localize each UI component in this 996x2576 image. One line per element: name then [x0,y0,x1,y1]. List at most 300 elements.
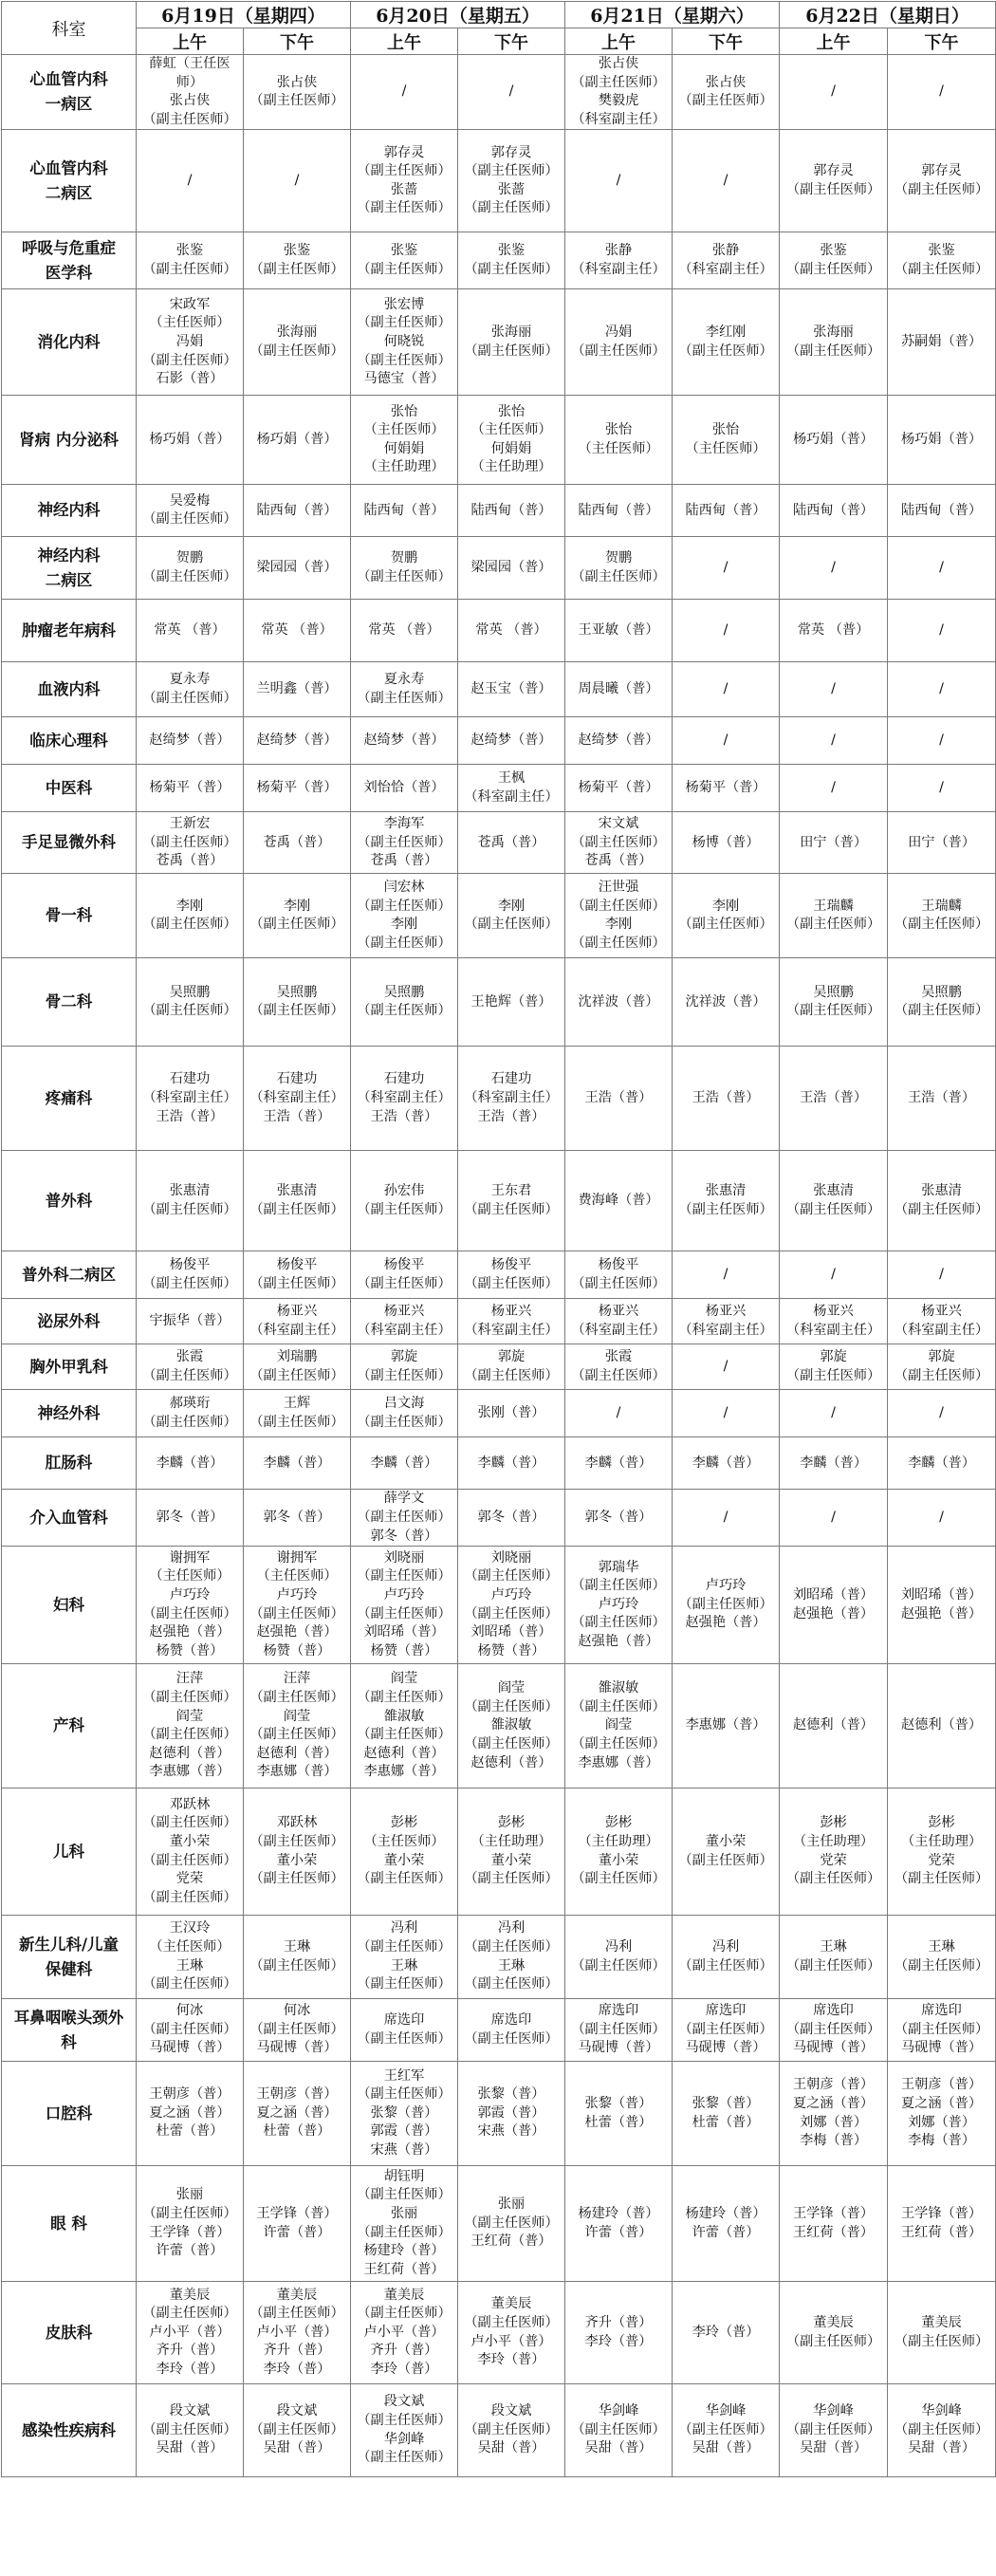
schedule-cell: 王学锋（普） 许蕾（普） [244,2166,351,2282]
schedule-cell: 董美辰 （副主任医师） [780,2282,888,2384]
schedule-cell: 赵德利（普） [780,1664,888,1788]
schedule-cell: 兰明鑫（普） [244,662,351,717]
schedule-cell: 席选印 （副主任医师） 马砚博（普） [780,1999,888,2062]
schedule-cell: 胡钰明 （副主任医师） 张丽 （副主任医师） 杨建玲（普） 王红荷（普） [351,2166,458,2282]
schedule-cell: 夏永寿 （副主任医师） [351,662,458,717]
schedule-cell: / [780,717,888,765]
schedule-cell: 郭冬（普） [137,1490,244,1547]
schedule-cell: 郭旋 （副主任医师） [780,1344,888,1390]
schedule-cell: 董美辰 （副主任医师） 卢小平（普） 齐升（普） 李玲（普） [244,2282,351,2384]
department-name: 普外科二病区 [2,1251,137,1299]
schedule-cell: 闫宏林 （副主任医师） 李刚 （副主任医师） [351,874,458,958]
schedule-row [2,1664,996,1788]
schedule-cell: 席选印 （副主任医师） 马砚博（普） [888,1999,996,2062]
schedule-cell: 王汉玲 （主任医师） 王琳 （副主任医师） [137,1916,244,1999]
department-name: 耳鼻咽喉头颈外 科 [2,1999,137,2062]
schedule-cell: 王朝彦（普） 夏之涵（普） 杜蕾（普） [244,2062,351,2166]
schedule-cell: 汪世强 （副主任医师） 李刚 （副主任医师） [565,874,673,958]
department-name: 眼 科 [2,2166,137,2282]
am-header: 上午 [351,28,458,55]
schedule-cell: 刘怡恰（普） [351,765,458,812]
department-name: 疼痛科 [2,1047,137,1151]
schedule-cell: / [673,1390,780,1437]
schedule-cell: 华剑峰 （副主任医师） 吴甜（普） [780,2384,888,2477]
schedule-row [2,1788,996,1916]
schedule-cell: / [565,130,673,232]
schedule-cell: 彭彬 （主任助理） 董小荣 （副主任医师） [565,1788,673,1916]
schedule-cell: 李刚 （副主任医师） [673,874,780,958]
schedule-cell: 贺鹏 （副主任医师） [565,537,673,600]
schedule-cell: 杨俊平 （副主任医师） [565,1251,673,1299]
schedule-cell: / [888,1390,996,1437]
schedule-cell: 董小荣 （副主任医师） [673,1788,780,1916]
schedule-cell: 张惠清 （副主任医师） [244,1151,351,1251]
schedule-cell: 李刚 （副主任医师） [458,874,565,958]
schedule-cell: 张怡 （主任医师） 何娟娟 （主任助理） [458,396,565,485]
schedule-row [2,1151,996,1251]
schedule-cell: 吴照鹏 （副主任医师） [351,958,458,1047]
schedule-cell: 冯利 （副主任医师） [565,1916,673,1999]
schedule-cell: 彭彬 （主任助理） 党荣 （副主任医师） [780,1788,888,1916]
schedule-row [2,537,996,600]
schedule-cell: 杨亚兴 （科室副主任） [673,1299,780,1344]
schedule-cell: / [673,537,780,600]
schedule-cell: 夏永寿 （副主任医师） [137,662,244,717]
schedule-row [2,1999,996,2062]
schedule-cell: 郭存灵 （副主任医师） 张蔷 （副主任医师） [351,130,458,232]
schedule-cell: 段文斌 （副主任医师） 华剑峰 （副主任医师） [351,2384,458,2477]
schedule-cell: 张怡 （主任医师） 何娟娟 （主任助理） [351,396,458,485]
schedule-cell: / [565,1390,673,1437]
schedule-cell: 王枫 （科室副主任） [458,765,565,812]
schedule-cell: / [673,1344,780,1390]
schedule-cell: 何冰 （副主任医师） 马砚博（普） [244,1999,351,2062]
department-name: 肿瘤老年病科 [2,600,137,662]
department-name: 骨二科 [2,958,137,1047]
schedule-cell: 李麟（普） [888,1437,996,1490]
schedule-cell: 汪萍 （副主任医师） 阎莹 （副主任医师） 赵德利（普） 李惠娜（普） [244,1664,351,1788]
schedule-cell: / [673,717,780,765]
department-name: 新生儿科/儿童 保健科 [2,1916,137,1999]
department-name: 皮肤科 [2,2282,137,2384]
schedule-cell: 席选印 （副主任医师） [351,1999,458,2062]
schedule-cell: 贺鹏 （副主任医师） [137,537,244,600]
day-header: 6月21日（星期六） [565,2,780,28]
am-header: 上午 [137,28,244,55]
schedule-cell: 陆西甸（普） [888,485,996,537]
schedule-cell: 杨菊平（普） [244,765,351,812]
schedule-row [2,289,996,396]
schedule-cell: 郭冬（普） [565,1490,673,1547]
schedule-cell: 宇振华（普） [137,1299,244,1344]
header-row-halves [2,28,996,55]
schedule-cell: 常英 （普） [458,600,565,662]
schedule-cell: 席选印 （副主任医师） 马砚博（普） [565,1999,673,2062]
schedule-cell: 王东君 （副主任医师） [458,1151,565,1251]
schedule-cell: 王朝彦（普） 夏之涵（普） 刘娜（普） 李梅（普） [888,2062,996,2166]
schedule-cell: 张丽 （副主任医师） 王红荷（普） [458,2166,565,2282]
schedule-body [2,55,996,2477]
schedule-cell: 李麟（普） [673,1437,780,1490]
schedule-cell: / [888,765,996,812]
schedule-cell: 彭彬 （主任助理） 党荣 （副主任医师） [888,1788,996,1916]
schedule-cell: 王亚敏（普） [565,600,673,662]
schedule-cell: 杨亚兴 （科室副主任） [458,1299,565,1344]
schedule-cell: 周晨曦（普） [565,662,673,717]
department-name: 肾病 内分泌科 [2,396,137,485]
schedule-cell: 刘晓丽 （副主任医师） 卢巧玲 （副主任医师） 刘昭琋（普） 杨赞（普） [458,1547,565,1664]
department-name: 口腔科 [2,2062,137,2166]
schedule-cell: 田宁（普） [780,812,888,874]
schedule-cell: 雒淑敏 （副主任医师） 阎莹 （副主任医师） 李惠娜（普） [565,1664,673,1788]
schedule-cell: 张怡 （主任医师） [565,396,673,485]
schedule-cell: / [673,130,780,232]
schedule-cell: 董美辰 （副主任医师） 卢小平（普） 齐升（普） 李玲（普） [351,2282,458,2384]
schedule-cell: 杨亚兴 （科室副主任） [244,1299,351,1344]
schedule-cell: 董美辰 （副主任医师） 卢小平（普） 齐升（普） 李玲（普） [137,2282,244,2384]
schedule-cell: 张宏博 （副主任医师） 何晓锐 （副主任医师） 马德宝（普） [351,289,458,396]
schedule-cell: 张鉴 （副主任医师） [244,232,351,289]
schedule-cell: 杨巧娟（普） [137,396,244,485]
schedule-row [2,958,996,1047]
schedule-cell: 李玲（普） [673,2282,780,2384]
schedule-cell: 张鉴 （副主任医师） [351,232,458,289]
schedule-row [2,717,996,765]
schedule-cell: 郭旋 （副主任医师） [351,1344,458,1390]
schedule-cell: 冯利 （副主任医师） 王琳 （副主任医师） [351,1916,458,1999]
schedule-cell: 杨博（普） [673,812,780,874]
schedule-cell: 王浩（普） [565,1047,673,1151]
schedule-row [2,1299,996,1344]
schedule-row [2,1547,996,1664]
schedule-cell: 李刚 （副主任医师） [137,874,244,958]
schedule-cell: 邓跃林 （副主任医师） 董小荣 （副主任医师） [244,1788,351,1916]
schedule-cell: 赵绮梦（普） [458,717,565,765]
schedule-cell: 冯利 （副主任医师） [673,1916,780,1999]
schedule-cell: 杨巧娟（普） [888,396,996,485]
am-header: 上午 [780,28,888,55]
schedule-cell: 阎莹 （副主任医师） 雒淑敏 （副主任医师） 赵德利（普） [458,1664,565,1788]
schedule-cell: / [888,55,996,130]
schedule-cell: 吴爱梅 （副主任医师） [137,485,244,537]
schedule-cell: / [780,1490,888,1547]
schedule-cell: 郭旋 （副主任医师） [888,1344,996,1390]
department-name: 儿科 [2,1788,137,1916]
schedule-cell: 杨菊平（普） [673,765,780,812]
schedule-cell: 张静 （科室副主任） [565,232,673,289]
schedule-cell: 张黎（普） 郭霞（普） 宋燕（普） [458,2062,565,2166]
schedule-cell: 杨菊平（普） [565,765,673,812]
schedule-cell: 常英 （普） [244,600,351,662]
schedule-cell: / [780,1390,888,1437]
schedule-cell: 赵绮梦（普） [565,717,673,765]
schedule-cell: 冯利 （副主任医师） 王琳 （副主任医师） [458,1916,565,1999]
schedule-cell: 赵德利（普） [888,1664,996,1788]
schedule-row [2,600,996,662]
schedule-cell: 杨俊平 （副主任医师） [351,1251,458,1299]
schedule-cell: 吴照鹏 （副主任医师） [244,958,351,1047]
schedule-cell: 苏嗣娟（普） [888,289,996,396]
day-header: 6月19日（星期四） [137,2,351,28]
schedule-cell: 杨亚兴 （科室副主任） [351,1299,458,1344]
schedule-cell: 李麟（普） [780,1437,888,1490]
schedule-cell: 杨巧娟（普） [780,396,888,485]
department-name: 心血管内科 一病区 [2,55,137,130]
schedule-row [2,130,996,232]
schedule-cell: 阎莹 （副主任医师） 雒淑敏 （副主任医师） 赵德利（普） 李惠娜（普） [351,1664,458,1788]
schedule-cell: 郭存灵 （副主任医师） 张蔷 （副主任医师） [458,130,565,232]
schedule-cell: 梁园园（普） [244,537,351,600]
schedule-cell: 石建功 （科室副主任） 王浩（普） [244,1047,351,1151]
department-name: 泌尿外科 [2,1299,137,1344]
schedule-cell: / [780,1251,888,1299]
pm-header: 下午 [458,28,565,55]
schedule-cell: 陆西甸（普） [351,485,458,537]
schedule-cell: 吴照鹏 （副主任医师） [780,958,888,1047]
schedule-cell: 王瑞麟 （副主任医师） [780,874,888,958]
schedule-cell: 张鉴 （副主任医师） [780,232,888,289]
schedule-cell: 董美辰 （副主任医师） 卢小平（普） 李玲（普） [458,2282,565,2384]
pm-header: 下午 [888,28,996,55]
schedule-cell: 张惠清 （副主任医师） [780,1151,888,1251]
schedule-cell: 杨俊平 （副主任医师） [458,1251,565,1299]
schedule-cell: 吕文海 （副主任医师） [351,1390,458,1437]
schedule-cell: / [780,537,888,600]
schedule-cell: 彭彬 （主任医师） 董小荣 （副主任医师） [351,1788,458,1916]
schedule-cell: 王瑞麟 （副主任医师） [888,874,996,958]
schedule-cell: 张惠清 （副主任医师） [673,1151,780,1251]
schedule-cell: 张鉴 （副主任医师） [888,232,996,289]
schedule-cell: 常英 （普） [137,600,244,662]
schedule-cell: 杨俊平 （副主任医师） [244,1251,351,1299]
schedule-cell: 王浩（普） [888,1047,996,1151]
department-name: 中医科 [2,765,137,812]
schedule-cell: 席选印 （副主任医师） [458,1999,565,2062]
schedule-cell: / [673,1251,780,1299]
schedule-cell: 王学锋（普） 王红荷（普） [888,2166,996,2282]
schedule-row [2,1390,996,1437]
schedule-cell: 李麟（普） [137,1437,244,1490]
schedule-cell: 郭冬（普） [244,1490,351,1547]
schedule-cell: / [673,600,780,662]
schedule-cell: 王艳辉（普） [458,958,565,1047]
schedule-cell: 吴照鹏 （副主任医师） [888,958,996,1047]
schedule-cell: 郭存灵 （副主任医师） [780,130,888,232]
schedule-cell: / [780,765,888,812]
schedule-cell: 王朝彦（普） 夏之涵（普） 杜蕾（普） [137,2062,244,2166]
schedule-cell: 王琳 （副主任医师） [780,1916,888,1999]
schedule-cell: / [888,717,996,765]
schedule-cell: 李刚 （副主任医师） [244,874,351,958]
schedule-cell: 苍禹（普） [244,812,351,874]
schedule-cell: 杨菊平（普） [137,765,244,812]
schedule-cell: / [137,130,244,232]
department-name: 血液内科 [2,662,137,717]
schedule-cell: 李惠娜（普） [673,1664,780,1788]
schedule-cell: 赵玉宝（普） [458,662,565,717]
schedule-cell: 王新宏 （副主任医师） 苍禹（普） [137,812,244,874]
schedule-cell: 李麟（普） [351,1437,458,1490]
schedule-cell: 李海军 （副主任医师） 苍禹（普） [351,812,458,874]
schedule-cell: 华剑峰 （副主任医师） 吴甜（普） [673,2384,780,2477]
schedule-cell: 郭旋 （副主任医师） [458,1344,565,1390]
schedule-cell: 王辉 （副主任医师） [244,1390,351,1437]
schedule-row [2,2384,996,2477]
schedule-cell: 段文斌 （副主任医师） 吴甜（普） [137,2384,244,2477]
schedule-cell: 刘瑞鹏 （副主任医师） [244,1344,351,1390]
schedule-cell: / [888,1251,996,1299]
schedule-row [2,1251,996,1299]
schedule-cell: / [888,600,996,662]
schedule-cell: 梁园园（普） [458,537,565,600]
schedule-cell: 苍禹（普） [458,812,565,874]
schedule-cell: / [780,55,888,130]
schedule-cell: 张丽 （副主任医师） 王学锋（普） 许蕾（普） [137,2166,244,2282]
schedule-cell: / [673,662,780,717]
schedule-cell: 王朝彦（普） 夏之涵（普） 刘娜（普） 李梅（普） [780,2062,888,2166]
schedule-cell: 杨亚兴 （科室副主任） [565,1299,673,1344]
schedule-cell: 李麟（普） [565,1437,673,1490]
schedule-cell: 华剑峰 （副主任医师） 吴甜（普） [888,2384,996,2477]
pm-header: 下午 [244,28,351,55]
schedule-cell: 席选印 （副主任医师） 马砚博（普） [673,1999,780,2062]
day-header: 6月22日（星期日） [780,2,996,28]
schedule-cell: 薛学文 （副主任医师） 郭冬（普） [351,1490,458,1547]
schedule-cell: 陆西甸（普） [673,485,780,537]
schedule-cell: 陆西甸（普） [458,485,565,537]
schedule-cell: 华剑峰 （副主任医师） 吴甜（普） [565,2384,673,2477]
schedule-cell: 陆西甸（普） [565,485,673,537]
schedule-cell: 杨建玲（普） 许蕾（普） [565,2166,673,2282]
schedule-cell: 杨巧娟（普） [244,396,351,485]
department-name: 感染性疾病科 [2,2384,137,2477]
schedule-row [2,232,996,289]
schedule-cell: 齐升（普） 李玲（普） [565,2282,673,2384]
department-name: 神经内科 [2,485,137,537]
schedule-cell: 赵绮梦（普） [244,717,351,765]
schedule-cell: 郭瑞华 （副主任医师） 卢巧玲 （副主任医师） 赵强艳（普） [565,1547,673,1664]
schedule-cell: 薛虹（王任医师） 张占侠 （副主任医师） [137,55,244,130]
schedule-cell: 王红军 （副主任医师） 张黎（普） 郭霞（普） 宋燕（普） [351,2062,458,2166]
schedule-cell: 赵绮梦（普） [351,717,458,765]
schedule-row [2,1047,996,1151]
schedule-cell: 冯娟 （副主任医师） [565,289,673,396]
schedule-cell: / [888,662,996,717]
schedule-cell: 宋文斌 （副主任医师） 苍禹（普） [565,812,673,874]
schedule-cell: 张黎（普） 杜蕾（普） [673,2062,780,2166]
schedule-cell: 李麟（普） [458,1437,565,1490]
schedule-cell: 李麟（普） [244,1437,351,1490]
schedule-cell: 赵绮梦（普） [137,717,244,765]
schedule-cell: 陆西甸（普） [780,485,888,537]
schedule-row [2,662,996,717]
schedule-cell: 董美辰 （副主任医师） [888,2282,996,2384]
department-name: 普外科 [2,1151,137,1251]
schedule-cell: 汪萍 （副主任医师） 阎莹 （副主任医师） 赵德利（普） 李惠娜（普） [137,1664,244,1788]
schedule-cell: 王浩（普） [780,1047,888,1151]
schedule-cell: / [888,1490,996,1547]
schedule-cell: 张怡 （主任医师） [673,396,780,485]
schedule-cell: 沈祥波（普） [565,958,673,1047]
day-header: 6月20日（星期五） [351,2,565,28]
department-name: 妇科 [2,1547,137,1664]
schedule-cell: 张霞 （副主任医师） [137,1344,244,1390]
schedule-row [2,1344,996,1390]
schedule-row [2,812,996,874]
schedule-cell: 邓跃林 （副主任医师） 董小荣 （副主任医师） 党荣 （副主任医师） [137,1788,244,1916]
schedule-cell: 张海丽 （副主任医师） [244,289,351,396]
schedule-cell: 刘晓丽 （副主任医师） 卢巧玲 （副主任医师） 刘昭琋（普） 杨赞（普） [351,1547,458,1664]
schedule-cell: 谢拥军 （主任医师） 卢巧玲 （副主任医师） 赵强艳（普） 杨赞（普） [137,1547,244,1664]
schedule-row [2,2282,996,2384]
schedule-cell: 常英 （普） [780,600,888,662]
schedule-cell: 张惠清 （副主任医师） [888,1151,996,1251]
department-name: 呼吸与危重症 医学科 [2,232,137,289]
schedule-cell: 张霞 （副主任医师） [565,1344,673,1390]
schedule-row [2,874,996,958]
schedule-cell: / [673,1490,780,1547]
schedule-cell: 石建功 （科室副主任） 王浩（普） [137,1047,244,1151]
department-name: 消化内科 [2,289,137,396]
header-row-days [2,2,996,28]
schedule-row [2,1490,996,1547]
schedule-cell: 郭存灵 （副主任医师） [888,130,996,232]
schedule-cell: 张海丽 （副主任医师） [458,289,565,396]
schedule-cell: 谢拥军 （主任医师） 卢巧玲 （副主任医师） 赵强艳（普） 杨赞（普） [244,1547,351,1664]
schedule-cell: 段文斌 （副主任医师） 吴甜（普） [458,2384,565,2477]
schedule-cell: / [888,537,996,600]
schedule-cell: 张占侠 （副主任医师） 樊毅虎 （科室副主任） [565,55,673,130]
schedule-cell: 王琳 （副主任医师） [244,1916,351,1999]
schedule-row [2,1437,996,1490]
schedule-cell: 陆西甸（普） [244,485,351,537]
schedule-cell: 石建功 （科室副主任） 王浩（普） [351,1047,458,1151]
department-name: 神经内科 二病区 [2,537,137,600]
schedule-cell: 张占侠 （副主任医师） [244,55,351,130]
schedule-cell: 张海丽 （副主任医师） [780,289,888,396]
pm-header: 下午 [673,28,780,55]
schedule-cell: 王琳 （副主任医师） [888,1916,996,1999]
department-name: 心血管内科 二病区 [2,130,137,232]
schedule-cell: 张静 （科室副主任） [673,232,780,289]
schedule-cell: 李红刚 （副主任医师） [673,289,780,396]
schedule-cell: 何冰 （副主任医师） 马砚博（普） [137,1999,244,2062]
department-name: 临床心理科 [2,717,137,765]
schedule-cell: / [351,55,458,130]
schedule-cell: 张鉴 （副主任医师） [137,232,244,289]
schedule-cell: 孙宏伟 （副主任医师） [351,1151,458,1251]
schedule-row [2,2166,996,2282]
schedule-cell: 郝瑛珩 （副主任医师） [137,1390,244,1437]
schedule-cell: 张惠清 （副主任医师） [137,1151,244,1251]
schedule-cell: 杨建玲（普） 许蕾（普） [673,2166,780,2282]
department-name: 介入血管科 [2,1490,137,1547]
schedule-cell: 石建功 （科室副主任） 王浩（普） [458,1047,565,1151]
schedule-cell: 卢巧玲 （副主任医师） 赵强艳（普） [673,1547,780,1664]
schedule-cell: 王学锋（普） 王红荷（普） [780,2166,888,2282]
schedule-cell: 张刚（普） [458,1390,565,1437]
schedule-cell: 王浩（普） [673,1047,780,1151]
department-name: 骨一科 [2,874,137,958]
schedule-cell: 杨俊平 （副主任医师） [137,1251,244,1299]
schedule-cell: 彭彬 （主任助理） 董小荣 （副主任医师） [458,1788,565,1916]
schedule-cell: 刘昭琋（普） 赵强艳（普） [780,1547,888,1664]
schedule-row [2,55,996,130]
department-name: 胸外甲乳科 [2,1344,137,1390]
schedule-cell: 张占侠 （副主任医师） [673,55,780,130]
schedule-cell: 刘昭琋（普） 赵强艳（普） [888,1547,996,1664]
schedule-cell: 杨亚兴 （科室副主任） [780,1299,888,1344]
